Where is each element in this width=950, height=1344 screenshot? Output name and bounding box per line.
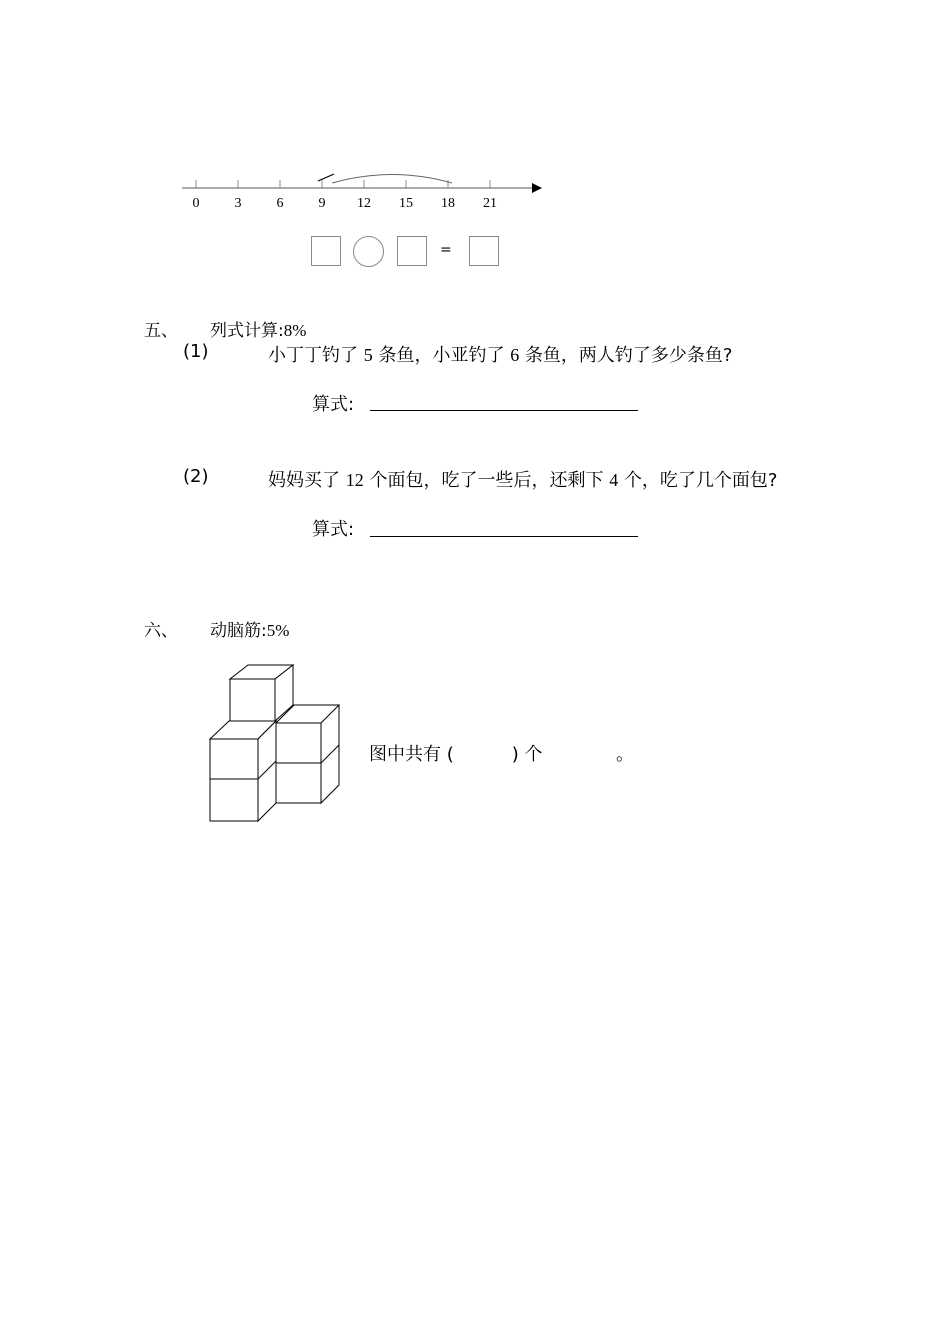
q1-num-b: 6	[510, 345, 520, 365]
number-line-tick-label: 6	[276, 196, 284, 211]
number-line-tick-label: 9	[318, 196, 326, 211]
q2-text-b: 个面包，吃了一些后，还剩下	[369, 470, 604, 491]
q2-num-b: 4	[609, 470, 619, 490]
answer-box-1[interactable]	[311, 236, 341, 266]
section6-title: 动脑筋	[210, 621, 261, 641]
section6-number: 六、	[144, 621, 178, 641]
number-line-tick-label: 21	[483, 196, 497, 211]
operator-circle[interactable]	[353, 236, 384, 267]
number-line-jump-mark	[318, 174, 334, 181]
q1-text-a: 小丁丁钓了	[268, 345, 358, 366]
q1-index: (1)	[183, 341, 209, 362]
cube-stack-figure	[200, 655, 350, 830]
section6-question	[369, 740, 543, 766]
equals-sign: =	[440, 242, 452, 258]
number-line-tick-label: 15	[399, 196, 413, 211]
section6-heading	[210, 616, 289, 641]
section5-score: 8%	[283, 321, 307, 340]
cube-side-face-front	[258, 721, 276, 821]
number-line-jump-arc	[332, 175, 452, 184]
section5-title: 列式计算	[210, 321, 278, 341]
q2-formula-label: 算式:	[312, 519, 355, 540]
number-line-tick-label: 0	[192, 196, 200, 211]
q2-text	[268, 466, 778, 492]
q1-formula-label: 算式:	[312, 394, 355, 415]
q1-num-a: 5	[363, 345, 373, 365]
section5-number: 五、	[144, 321, 178, 341]
section6-question-prefix: 图中共有 (	[369, 744, 454, 765]
q2-text-c: 个，吃了几个面包?	[623, 470, 778, 491]
number-line-tick-label: 18	[441, 196, 455, 211]
q1-answer-line[interactable]	[370, 410, 638, 411]
q1-text	[268, 341, 733, 367]
cube-front-face-front	[210, 739, 258, 821]
answer-box-2[interactable]	[397, 236, 427, 266]
section5-heading	[210, 316, 306, 341]
q2-answer-line[interactable]	[370, 536, 638, 537]
q1-text-b: 条鱼，小亚钓了	[378, 345, 505, 366]
section6-colon: :	[261, 621, 267, 641]
q2-text-a: 妈妈买了	[268, 470, 340, 491]
cube-front-face-upper	[230, 679, 275, 721]
answer-box-result[interactable]	[469, 236, 499, 266]
q2-index: (2)	[183, 466, 209, 487]
section6-score: 5%	[266, 621, 290, 640]
q1-text-c: 条鱼，两人钓了多少条鱼?	[524, 345, 733, 366]
section6-period: 。	[616, 744, 634, 765]
number-line-tick-label: 3	[234, 196, 242, 211]
q2-num-a: 12	[345, 470, 364, 490]
number-line-arrowhead	[532, 183, 542, 193]
number-line-tick-label: 12	[357, 196, 371, 211]
section6-question-suffix: ) 个	[511, 744, 543, 765]
section5-colon: :	[278, 321, 284, 341]
